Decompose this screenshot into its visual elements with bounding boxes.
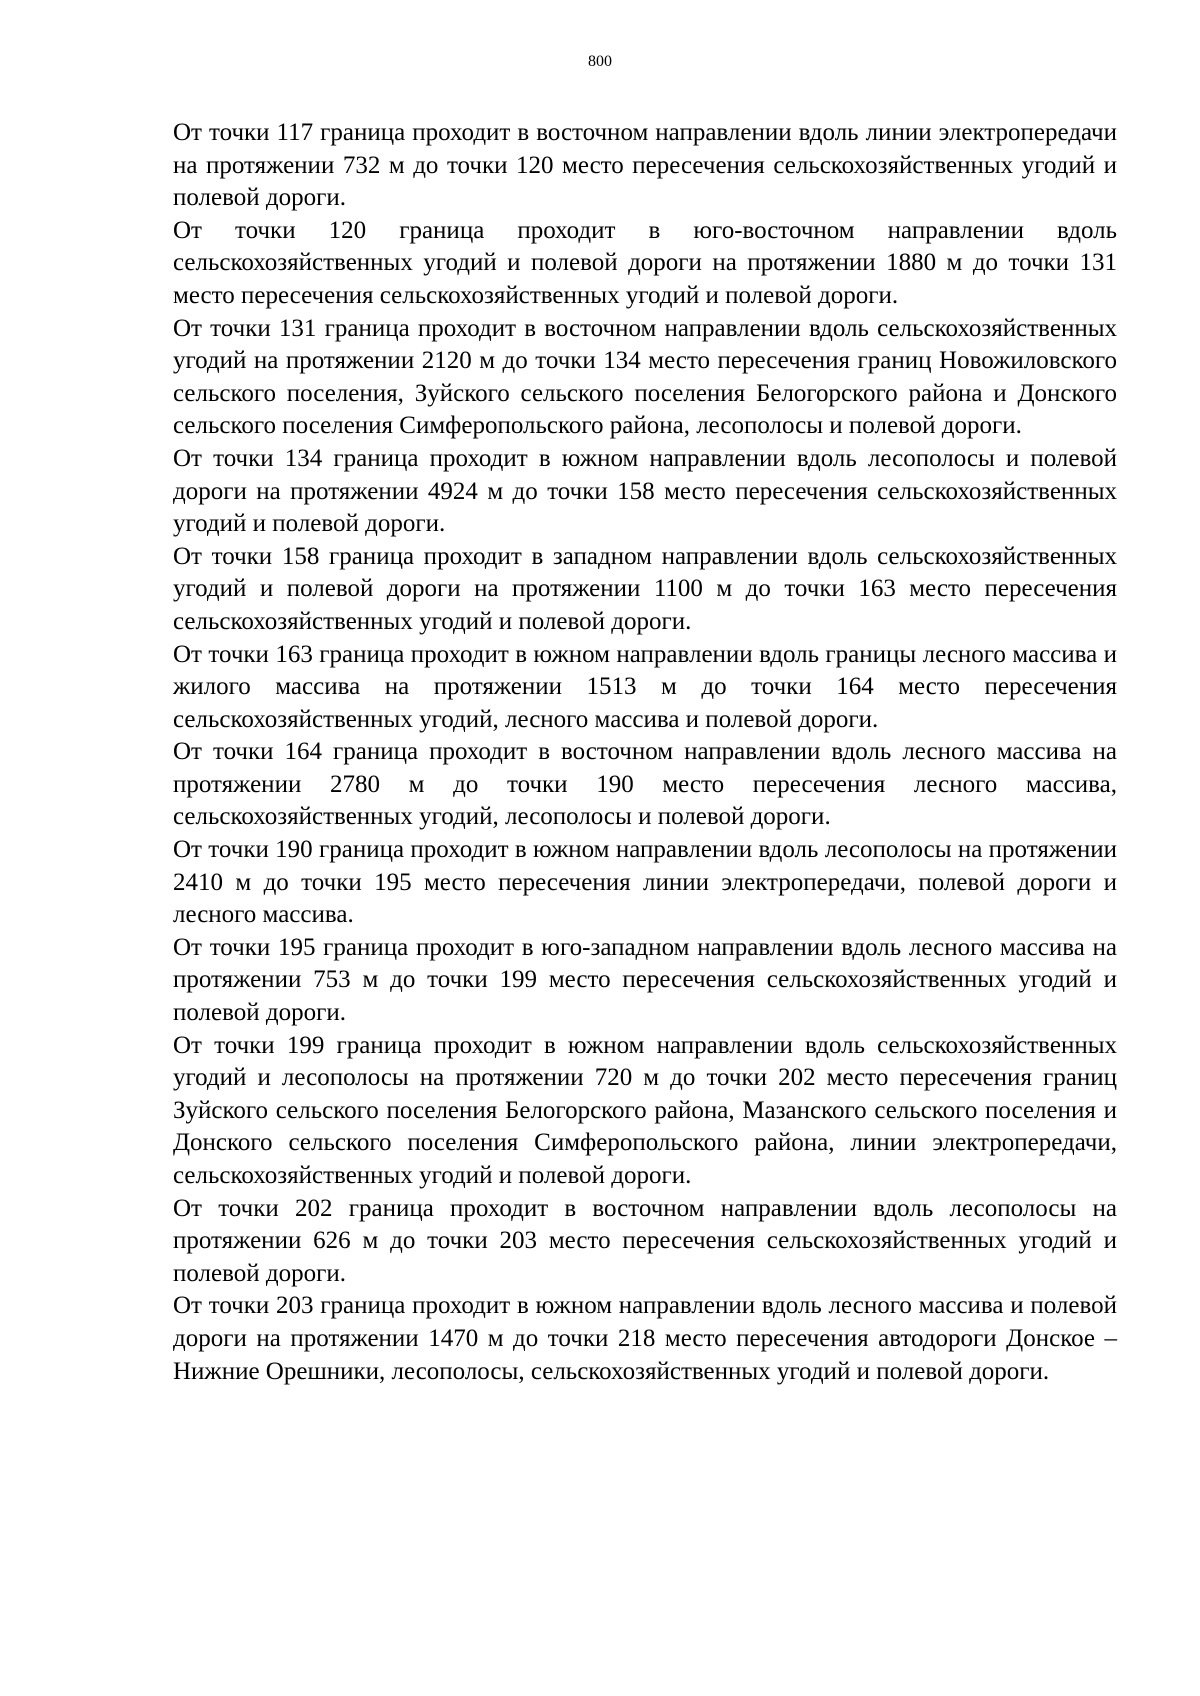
paragraph-point-117: От точки 117 граница проходит в восточном направлении вдоль линии электропередачи на протяжении 732 м до точки 120 место пересечения сельскохозяйственных угодий и полевой дороги. [173,119,1117,212]
paragraph-point-203: От точки 203 граница проходит в южном направлении вдоль лесного массива и полевой дороги на протяжении 1470 м до точки 218 место пересечения автодороги Донское – Нижние Орешники, лесополосы, сельскохозяйственных угодий и полевой дороги. [173,1292,1117,1385]
paragraph-point-199: От точки 199 граница проходит в южном направлении вдоль сельскохозяйственных угодий и лесополосы на протяжении 720 м до точки 202 место пересечения границ Зуйского сельского поселения Белогорского района, Мазанского сельского поселения и Донского сельского поселения Симферопольского района, линии электропередачи, сельскохозяйственных угодий и полевой дороги. [173,1031,1117,1189]
paragraph-point-202: От точки 202 граница проходит в восточном направлении вдоль лесополосы на протяжении 626 м до точки 203 место пересечения сельскохозяйственных угодий и полевой дороги. [173,1194,1117,1287]
paragraph-point-134: От точки 134 граница проходит в южном направлении вдоль лесополосы и полевой дороги на протяжении 4924 м до точки 158 место пересечения сельскохозяйственных угодий и полевой дороги. [173,444,1117,538]
document-body [173,117,1117,1388]
paragraph-point-131: От точки 131 граница проходит в восточном направлении вдоль сельскохозяйственных угодий на протяжении 2120 м до точки 134 место пересечения границ Новожиловского сельского поселения, Зуйского сельского поселения Белогорского района и Донского сельского поселения Симферопольского района, лесополосы и полевой дороги. [173,314,1117,440]
paragraph-point-120: От точки 120 граница проходит в юго-восточном направлении вдоль сельскохозяйственных угодий и полевой дороги на протяжении 1880 м до точки 131 место пересечения сельскохозяйственных угодий и полевой дороги. [173,216,1117,309]
paragraph-point-163: От точки 163 граница проходит в южном направлении вдоль границы лесного массива и жилого массива на протяжении 1513 м до точки 164 место пересечения сельскохозяйственных угодий, лесного массива и полевой дороги. [173,640,1117,733]
paragraph-point-164: От точки 164 граница проходит в восточном направлении вдоль лесного массива на протяжении 2780 м до точки 190 место пересечения лесного массива, сельскохозяйственных угодий, лесополосы и полевой дороги. [173,738,1117,831]
paragraph-point-190: От точки 190 граница проходит в южном направлении вдоль лесополосы на протяжении 2410 м до точки 195 место пересечения линии электропередачи, полевой дороги и лесного массива. [173,836,1117,929]
paragraph-point-195: От точки 195 граница проходит в юго-западном направлении вдоль лесного массива на протяжении 753 м до точки 199 место пересечения сельскохозяйственных угодий и полевой дороги. [173,933,1117,1027]
page-number: 800 [588,53,612,70]
paragraph-point-158: От точки 158 граница проходит в западном направлении вдоль сельскохозяйственных угодий и полевой дороги на протяжении 1100 м до точки 163 место пересечения сельскохозяйственных угодий и полевой дороги. [173,542,1117,635]
